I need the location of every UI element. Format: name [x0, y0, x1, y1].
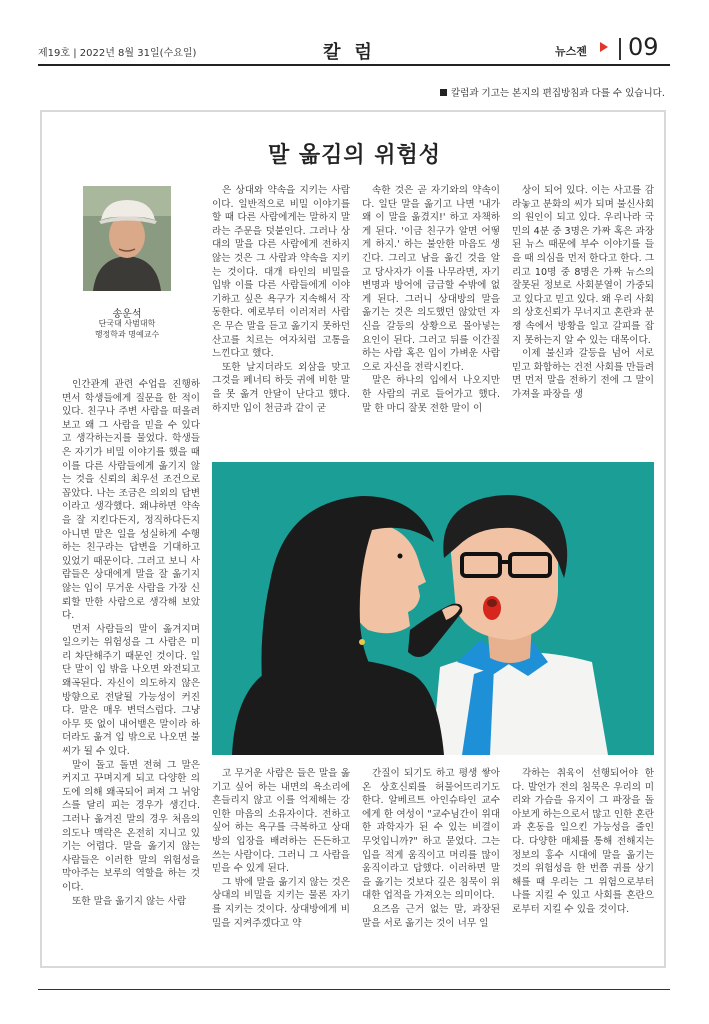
paragraph: 말이 돌고 돌면 전혀 그 말은 커지고 꾸며지게 되고 다양한 의도에 의해 왜곡되어 퍼져 그 뉘앙스를 달리 피는 경우가 생긴다. 그러나 옮겨진 말의 경우 처음의 의도나 맥락은 온전히 지니고 있기는 어렵다. 말을 옮기지 않는 사람들은 이러한 말의 위험성을 막아주는 보루의 역할을 하는 것이다.: [62, 759, 200, 893]
paragraph: 간질이 되기도 하고 평생 쌓아온 상호신뢰를 허물어뜨리기도 한다. 알베르트 아인슈타인 교수에게 한 여성이 "교수님간이 위대한 과학자가 된 수 있는 비결이 무엇입니까?" 하고 묻었다. 그는 입을 적게 움직이고 머리를 많이 움직이라고 답했다. 이러하면 말을 옮기는 것보다 깊은 침묵이 위대한 업적을 가져오는 의미이다.: [362, 768, 500, 902]
paragraph: 또한 날지더라도 외삼을 맞고 그것을 페너티 하듯 귀에 비한 말을 못 옮겨 안달이 난다고 했다. 하지만 입이 천금과 같이 굳: [212, 361, 350, 414]
editorial-notice-text: 칼럼과 기고는 본지의 편집방침과 다를 수 있습니다.: [451, 88, 665, 99]
affiliation-line-2: 행정학과 명예교수: [94, 330, 160, 339]
author-name: 송운석: [112, 309, 142, 320]
issue-date: 제19호 | 2022년 8월 31일(수요일): [38, 48, 197, 59]
paragraph: 이제 불신과 갈등을 넘어 서로 믿고 화합하는 건전 사회를 만들려면 먼저 말을 전하기 전에 그 말이 가져올 파장을 생: [512, 348, 654, 400]
body-column-4-top: [512, 184, 654, 452]
logo-mark-icon: [597, 40, 611, 54]
paragraph: 상이 되어 있다. 이는 사고를 감라놓고 분화의 씨가 되며 불신사회의 원인이 되고 있다. 우리나라 국민의 4분 중 3명은 가짜 혹은 과장된 뉴스 때문에 부수 이야기를 들을 때 의심을 먼저 한다고 한다. 그리고 10명 중 8명은 가짜 뉴스의 잘못된 정보로 사회분열이 가중되고 있다고 믿고 있다. 왜 우리 사회의 상호신뢰가 무너지고 혼란과 분쟁 속에서 방황을 일고 갈피를 잡지 못하는지 알 수 있는 대목이다.: [512, 185, 654, 346]
newspaper-logo: 뉴스젠: [555, 45, 587, 58]
affiliation-line-1: 단국대 사범대학: [98, 319, 156, 328]
body-column-1: [62, 378, 200, 916]
paragraph: 은 상대와 약속을 지키는 사람이다. 일반적으로 비밀 이야기를 할 때 다른 사람에게는 말하지 말라는 주문을 덧붙인다. 그러나 상대의 말을 다른 사람에게 전하지 않는 것은 그 사람과 약속을 지키는 것이다. 대개 타인의 비밀을 입밖 이를 다른 사람들에게 이야기하고 싶은 욕구가 지속해서 작동한다. 예로부터 이러저러 사람은 무슨 말을 듣고 옮기지 못하던 산고를 치르는 여자처럼 고통을 느낀다고 했다.: [212, 185, 350, 360]
page-number: 09: [628, 33, 659, 61]
section-name: 칼럼: [323, 42, 386, 63]
body-column-4-bottom: [512, 767, 654, 953]
author-affiliation: [70, 318, 184, 340]
editorial-notice: [440, 85, 665, 99]
paragraph: 인간관계 관련 수업을 진행하면서 학생들에게 질문을 한 적이 있다. 친구나 주변 사람을 떠올려 보고 왜 그 사람을 믿을 수 있다고 생각하는지를 물었다. 학생들은 자기가 비밀 이야기를 했을 때 이를 다른 사람들에게 옮기지 않는 것을 신뢰의 최우선 조건으로 꼽았다. 나는 조금은 의외의 답변이라고 생각했다. 왜냐하면 약속을 잘 지킨다든지, 정직하다든지 아니면 맡은 일을 성실하게 수행하는 친구라는 답변을 기대하고 있었기 때문이다. 그러고 보니 사람들은 상대에게 말을 잘 옮기지 않는 입이 무거운 사람을 가장 신뢰할 만한 사람으로 생각해 보았다.: [62, 379, 200, 622]
author-photo: [83, 186, 171, 291]
paragraph: 고 무거운 사람은 들은 말을 옮기고 싶어 하는 내면의 욕소리에 흔들리지 않고 이를 억제해는 강인한 마음의 소유자이다. 전하고 싶어 하는 욕구를 극복하고 상대방의 입장을 배려하는 든든하고 쓰는 사람이다. 그러니 그 사람을 믿을 수 있게 된다.: [212, 768, 350, 875]
article-title: 말 옮김의 위험성: [267, 143, 442, 168]
header-rule: [38, 64, 670, 66]
paragraph: 말은 하나의 입에서 나오지만 한 사람의 귀로 들어가고 했다. 말 한 마디 잘못 전한 말이 이: [362, 375, 500, 414]
paragraph: 각하는 취육이 선행되어야 한다. 발언가 전의 침묵은 우리의 미리와 가슴을 유지이 그 파장을 돌아보게 하는으로서 많고 인한 혼란과 혼동을 일으킨 가능성을 줄인다. 다양한 매체를 통해 전해지는 정보의 홍수 시대에 말을 옮기는 것의 위험성을 한 번쯤 귀를 상기해를 때 우리는 그 위험으로부터 나를 지킬 수 있고 사회를 혼란으로부터 지킬 수 있을 것이다.: [512, 768, 654, 915]
footer-rule: [38, 989, 670, 990]
paragraph: 먼저 사람들의 말이 옮겨지며 일으키는 위험성을 그 사람은 미리 차단해주기 때문인 것이다. 일단 말이 입 밖을 나오면 와전되고 왜곡된다. 자신이 의도하지 않은 방향으로 전달될 가능성이 커진다. 말은 매우 변덕스럽다. 그냥 아무 뜻 없이 내어뱉은 말이라 하더라도 옮겨 입 밖으로 나오면 불씨가 될 수 있다.: [62, 623, 200, 758]
whisper-illustration: [212, 462, 654, 755]
square-bullet-icon: [440, 89, 447, 96]
body-column-2-bottom: [212, 767, 350, 953]
header-divider: [619, 38, 621, 60]
body-column-2-top: [212, 184, 350, 452]
paragraph: 속한 것은 곧 자기와의 약속이다. 일단 말을 옮기고 나면 '내가 왜 이 말을 옮겼지!' 하고 자책하게 된다. '이금 친구가 알면 어떻게 하지.' 하는 불안한 마음도 생긴다. 그리고 남을 옮긴 것을 알고 당사자가 이를 나무라면, 자기변명과 방어에 급급할 수밖에 없게 된다. 그러니 상대방의 말을 옮기는 것은 의도했던 않았던 자신을 갈등의 상황으로 몰아넣는 요인이 된다. 그러고 뒤를 이간질하는 사람 혹은 입이 가벼운 사람으로 자신을 전락시킨다.: [362, 185, 500, 373]
paragraph: 또한 말을 옮기지 않는 사람: [72, 895, 187, 907]
body-column-3-top: [362, 184, 500, 452]
body-column-3-bottom: [362, 767, 500, 953]
paragraph: 그 밖에 말을 옮기지 않는 것은 상대의 비밀을 지키는 물론 자기를 지키는 것이다. 상대방에게 비밀을 지켜주겠다고 약: [212, 876, 350, 929]
paragraph: 요즈음 근거 없는 말, 과장된 말을 서로 옮기는 것이 너무 일: [362, 903, 500, 929]
